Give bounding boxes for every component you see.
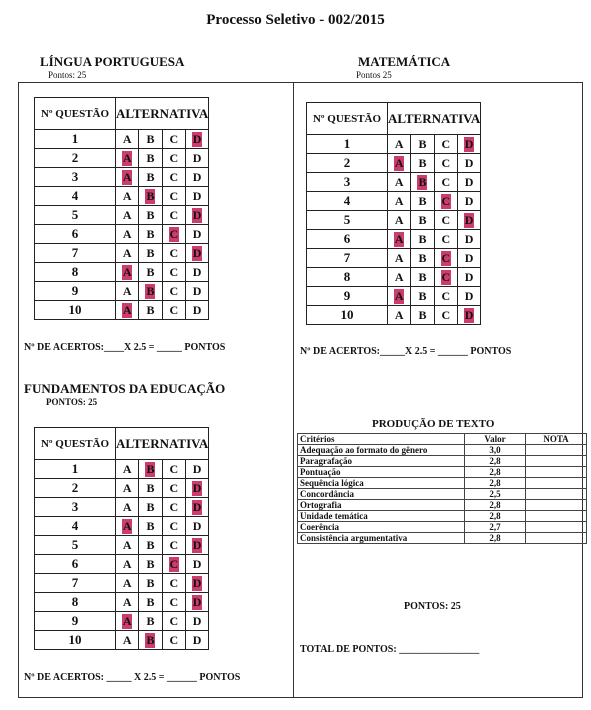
option-a[interactable]: A: [394, 288, 404, 303]
question-row: [35, 130, 209, 149]
option-d[interactable]: D: [192, 461, 202, 476]
option-b[interactable]: B: [418, 136, 427, 151]
criteria-label: Unidade temática: [298, 511, 465, 522]
option-b[interactable]: B: [146, 264, 155, 279]
option-a[interactable]: A: [122, 207, 132, 222]
option-a[interactable]: A: [122, 264, 132, 279]
option-b[interactable]: B: [418, 212, 427, 227]
option-c[interactable]: C: [169, 188, 179, 203]
option-c[interactable]: C: [441, 155, 451, 170]
option-a[interactable]: A: [122, 632, 132, 647]
option-d[interactable]: D: [192, 575, 202, 590]
option-a[interactable]: A: [122, 518, 132, 533]
option-a[interactable]: A: [394, 212, 404, 227]
option-b[interactable]: B: [146, 613, 155, 628]
option-c[interactable]: C: [441, 288, 451, 303]
option-b[interactable]: B: [146, 150, 155, 165]
option-c[interactable]: C: [169, 594, 179, 609]
production-row: [298, 456, 587, 467]
criteria-value: 2,7: [465, 522, 526, 533]
question-number: 2: [35, 149, 116, 168]
header-alternative: ALTERNATIVA: [388, 103, 481, 135]
option-b[interactable]: B: [146, 594, 155, 609]
question-row: [307, 249, 481, 268]
option-b[interactable]: B: [418, 174, 427, 189]
question-number: 4: [307, 192, 388, 211]
option-c[interactable]: C: [169, 226, 179, 241]
option-b[interactable]: B: [146, 499, 155, 514]
option-a[interactable]: A: [394, 269, 404, 284]
option-b[interactable]: B: [418, 288, 427, 303]
question-row: [35, 460, 209, 479]
question-number: 1: [35, 460, 116, 479]
question-row: [307, 192, 481, 211]
production-title: PRODUÇÃO DE TEXTO: [372, 418, 495, 430]
option-b[interactable]: B: [146, 556, 155, 571]
question-row: [35, 282, 209, 301]
criteria-value: 2,8: [465, 533, 526, 544]
header-question: Nº QUESTÃO: [35, 428, 116, 460]
option-a[interactable]: A: [122, 245, 132, 260]
option-b[interactable]: B: [146, 188, 155, 203]
question-number: 10: [35, 631, 116, 650]
production-row: [298, 489, 587, 500]
option-a[interactable]: A: [122, 613, 132, 628]
grade-cell[interactable]: [526, 533, 587, 544]
criteria-value: 3,0: [465, 445, 526, 456]
question-row: [35, 612, 209, 631]
question-number: 8: [307, 268, 388, 287]
option-c[interactable]: C: [169, 169, 179, 184]
question-number: 8: [35, 593, 116, 612]
production-row: [298, 500, 587, 511]
question-row: [307, 306, 481, 325]
option-a[interactable]: A: [122, 575, 132, 590]
question-row: [35, 574, 209, 593]
option-d[interactable]: D: [464, 136, 474, 151]
option-d[interactable]: D: [192, 245, 202, 260]
option-c[interactable]: C: [441, 231, 451, 246]
question-number: 3: [35, 498, 116, 517]
question-row: [35, 149, 209, 168]
option-d[interactable]: D: [192, 169, 202, 184]
production-header-grade: NOTA: [526, 434, 587, 445]
option-d[interactable]: D: [192, 283, 202, 298]
option-d[interactable]: D: [464, 288, 474, 303]
option-b[interactable]: B: [146, 169, 155, 184]
option-c[interactable]: C: [169, 131, 179, 146]
criteria-value: 2,8: [465, 456, 526, 467]
option-c[interactable]: C: [169, 499, 179, 514]
criteria-value: 2,8: [465, 467, 526, 478]
section-title-matematica: MATEMÁTICA: [358, 54, 451, 69]
question-number: 9: [35, 612, 116, 631]
production-header-criteria: Critérios: [298, 434, 465, 445]
option-a[interactable]: A: [122, 302, 132, 317]
option-d[interactable]: D: [192, 594, 202, 609]
production-points: PONTOS: 25: [404, 601, 461, 612]
option-a[interactable]: A: [122, 150, 132, 165]
question-number: 8: [35, 263, 116, 282]
option-d[interactable]: D: [464, 307, 474, 322]
option-c[interactable]: C: [441, 307, 451, 322]
production-row: [298, 467, 587, 478]
option-a[interactable]: A: [122, 169, 132, 184]
option-d[interactable]: D: [192, 613, 202, 628]
option-a[interactable]: A: [394, 231, 404, 246]
option-a[interactable]: A: [122, 461, 132, 476]
question-number: 10: [35, 301, 116, 320]
question-row: [307, 154, 481, 173]
option-c[interactable]: C: [169, 556, 179, 571]
question-row: [307, 211, 481, 230]
option-b[interactable]: B: [418, 193, 427, 208]
option-b[interactable]: B: [146, 461, 155, 476]
option-b[interactable]: B: [418, 231, 427, 246]
option-b[interactable]: B: [146, 575, 155, 590]
score-line-matematica: Nº DE ACERTOS:_____X 2.5 = ______ PONTOS: [300, 346, 512, 357]
question-number: 5: [35, 206, 116, 225]
question-number: 9: [35, 282, 116, 301]
option-d[interactable]: D: [192, 188, 202, 203]
section-title-fundamentos: FUNDAMENTOS DA EDUCAÇÃO: [24, 381, 226, 396]
question-row: [35, 301, 209, 320]
option-d[interactable]: D: [192, 632, 202, 647]
option-c[interactable]: C: [169, 461, 179, 476]
question-row: [35, 536, 209, 555]
option-c[interactable]: C: [441, 193, 451, 208]
criteria-value: 2,8: [465, 478, 526, 489]
option-b[interactable]: B: [146, 518, 155, 533]
criteria-value: 2,8: [465, 500, 526, 511]
option-d[interactable]: D: [464, 250, 474, 265]
question-row: [35, 517, 209, 536]
option-c[interactable]: C: [441, 174, 451, 189]
option-d[interactable]: D: [192, 302, 202, 317]
option-c[interactable]: C: [169, 613, 179, 628]
question-number: 7: [307, 249, 388, 268]
question-number: 7: [35, 244, 116, 263]
option-d[interactable]: D: [464, 269, 474, 284]
production-row: [298, 522, 587, 533]
section-points-fundamentos: PONTOS: 25: [46, 397, 98, 407]
answer-table-lingua-portuguesa: [34, 97, 209, 320]
option-d[interactable]: D: [192, 518, 202, 533]
option-c[interactable]: C: [169, 632, 179, 647]
option-a[interactable]: A: [122, 480, 132, 495]
option-c[interactable]: C: [169, 150, 179, 165]
grade-cell[interactable]: [526, 478, 587, 489]
production-row: [298, 533, 587, 544]
option-a[interactable]: A: [122, 537, 132, 552]
option-b[interactable]: B: [146, 207, 155, 222]
question-row: [307, 287, 481, 306]
question-row: [307, 268, 481, 287]
option-a[interactable]: A: [394, 250, 404, 265]
option-d[interactable]: D: [192, 264, 202, 279]
option-a[interactable]: A: [122, 226, 132, 241]
question-number: 9: [307, 287, 388, 306]
grade-cell[interactable]: [526, 522, 587, 533]
header-alternative: ALTERNATIVA: [116, 98, 209, 130]
option-d[interactable]: D: [192, 499, 202, 514]
option-a[interactable]: A: [394, 155, 404, 170]
question-row: [35, 187, 209, 206]
option-c[interactable]: C: [441, 212, 451, 227]
option-b[interactable]: B: [418, 155, 427, 170]
option-b[interactable]: B: [146, 537, 155, 552]
option-d[interactable]: D: [464, 193, 474, 208]
criteria-label: Sequência lógica: [298, 478, 465, 489]
question-row: [35, 244, 209, 263]
option-c[interactable]: C: [169, 480, 179, 495]
option-d[interactable]: D: [464, 174, 474, 189]
option-a[interactable]: A: [394, 193, 404, 208]
column-divider: [293, 82, 294, 698]
option-c[interactable]: C: [169, 575, 179, 590]
question-number: 2: [307, 154, 388, 173]
score-line-fundamentos: Nº DE ACERTOS: _____ X 2.5 = ______ PONTOS: [24, 672, 241, 683]
option-d[interactable]: D: [192, 150, 202, 165]
production-header-value: Valor: [465, 434, 526, 445]
question-number: 7: [35, 574, 116, 593]
option-d[interactable]: D: [192, 207, 202, 222]
question-number: 6: [307, 230, 388, 249]
option-a[interactable]: A: [394, 136, 404, 151]
question-number: 10: [307, 306, 388, 325]
criteria-value: 2,5: [465, 489, 526, 500]
option-d[interactable]: D: [192, 226, 202, 241]
production-table: [297, 433, 587, 544]
criteria-label: Adequação ao formato do gênero: [298, 445, 465, 456]
option-b[interactable]: B: [418, 250, 427, 265]
option-c[interactable]: C: [169, 207, 179, 222]
option-b[interactable]: B: [146, 226, 155, 241]
option-a[interactable]: A: [394, 307, 404, 322]
question-number: 5: [35, 536, 116, 555]
grade-cell[interactable]: [526, 445, 587, 456]
option-d[interactable]: D: [464, 212, 474, 227]
option-a[interactable]: A: [394, 174, 404, 189]
question-row: [307, 173, 481, 192]
page-title: Processo Seletivo - 002/2015: [206, 12, 385, 28]
question-number: 5: [307, 211, 388, 230]
question-number: 2: [35, 479, 116, 498]
section-title-lingua-portuguesa: LÍNGUA PORTUGUESA: [40, 54, 185, 69]
option-b[interactable]: B: [146, 131, 155, 146]
question-number: 6: [35, 225, 116, 244]
section-points-matematica: Pontos 25: [356, 70, 392, 80]
grade-cell[interactable]: [526, 489, 587, 500]
criteria-label: Ortografia: [298, 500, 465, 511]
question-number: 1: [307, 135, 388, 154]
option-a[interactable]: A: [122, 499, 132, 514]
total-points: TOTAL DE PONTOS: ________________: [300, 644, 480, 655]
option-b[interactable]: B: [418, 307, 427, 322]
header-alternative: ALTERNATIVA: [116, 428, 209, 460]
option-d[interactable]: D: [192, 556, 202, 571]
option-c[interactable]: C: [169, 264, 179, 279]
header-question: Nº QUESTÃO: [35, 98, 116, 130]
criteria-label: Pontuação: [298, 467, 465, 478]
question-row: [307, 135, 481, 154]
question-number: 4: [35, 517, 116, 536]
question-row: [307, 230, 481, 249]
option-b[interactable]: B: [146, 245, 155, 260]
production-row: [298, 478, 587, 489]
option-d[interactable]: D: [464, 155, 474, 170]
criteria-value: 2,8: [465, 511, 526, 522]
option-c[interactable]: C: [169, 537, 179, 552]
option-d[interactable]: D: [192, 131, 202, 146]
option-c[interactable]: C: [169, 283, 179, 298]
question-number: 3: [35, 168, 116, 187]
question-row: [35, 168, 209, 187]
grade-cell[interactable]: [526, 467, 587, 478]
criteria-label: Concordância: [298, 489, 465, 500]
option-a[interactable]: A: [122, 131, 132, 146]
option-c[interactable]: C: [441, 250, 451, 265]
question-row: [35, 263, 209, 282]
option-d[interactable]: D: [464, 231, 474, 246]
option-a[interactable]: A: [122, 594, 132, 609]
grade-cell[interactable]: [526, 511, 587, 522]
question-number: 6: [35, 555, 116, 574]
option-b[interactable]: B: [146, 302, 155, 317]
option-b[interactable]: B: [146, 632, 155, 647]
criteria-label: Consistência argumentativa: [298, 533, 465, 544]
option-c[interactable]: C: [169, 245, 179, 260]
question-number: 4: [35, 187, 116, 206]
option-b[interactable]: B: [146, 283, 155, 298]
question-number: 3: [307, 173, 388, 192]
criteria-label: Paragrafação: [298, 456, 465, 467]
question-row: [35, 479, 209, 498]
question-row: [35, 498, 209, 517]
option-a[interactable]: A: [122, 556, 132, 571]
question-number: 1: [35, 130, 116, 149]
header-question: Nº QUESTÃO: [307, 103, 388, 135]
grade-cell[interactable]: [526, 456, 587, 467]
option-c[interactable]: C: [169, 302, 179, 317]
question-row: [35, 631, 209, 650]
option-c[interactable]: C: [441, 136, 451, 151]
answer-table-fundamentos: [34, 427, 209, 650]
production-row: [298, 511, 587, 522]
option-d[interactable]: D: [192, 480, 202, 495]
grade-cell[interactable]: [526, 500, 587, 511]
question-row: [35, 206, 209, 225]
question-row: [35, 555, 209, 574]
score-line-lingua-portuguesa: Nº DE ACERTOS:____X 2.5 = _____ PONTOS: [24, 342, 226, 353]
option-b[interactable]: B: [146, 480, 155, 495]
option-b[interactable]: B: [418, 269, 427, 284]
answer-table-matematica: [306, 102, 481, 325]
question-row: [35, 593, 209, 612]
option-c[interactable]: C: [169, 518, 179, 533]
option-d[interactable]: D: [192, 537, 202, 552]
option-a[interactable]: A: [122, 188, 132, 203]
question-row: [35, 225, 209, 244]
section-points-lingua-portuguesa: Pontos: 25: [48, 70, 87, 80]
criteria-label: Coerência: [298, 522, 465, 533]
option-a[interactable]: A: [122, 283, 132, 298]
option-c[interactable]: C: [441, 269, 451, 284]
production-row: [298, 445, 587, 456]
